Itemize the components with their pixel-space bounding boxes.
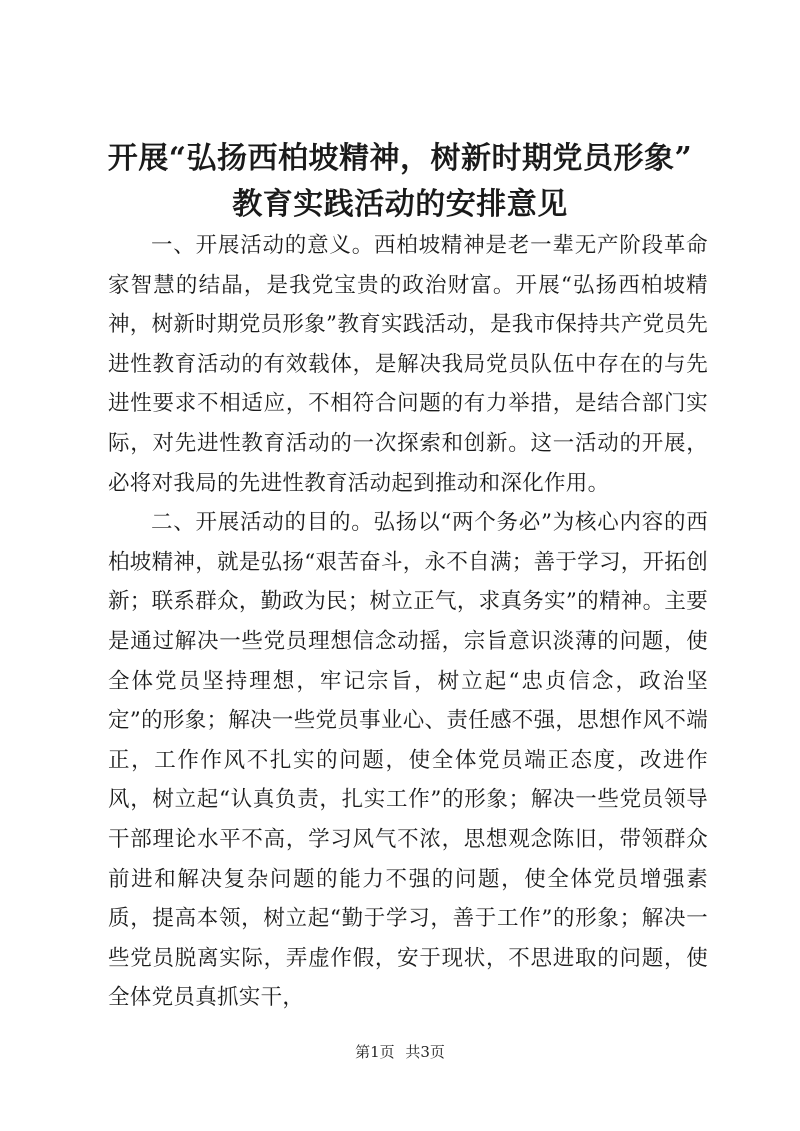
paragraph-significance: 一、开展活动的意义。西柏坡精神是老一辈无产阶段革命家智慧的结晶，是我党宝贵的政治财富。开展“弘扬西柏坡精神，树新时期党员形象”教育实践活动，是我市保持共产党员先进性教育活动的有效载体，是解决我局党员队伍中存在的与先进性要求不相适应，不相符合问题的有力举措，是结合部门实际，对先进性教育活动的一次探索和创新。这一活动的开展，必将对我局的先进性教育活动起到推动和深化作用。 <box>108 233 708 496</box>
page-number-current: 第1页 <box>355 1043 395 1061</box>
document-title <box>90 136 710 228</box>
page-footer <box>0 1042 800 1062</box>
title-line-2: 教育实践活动的安排意见 <box>232 187 568 222</box>
paragraph-purpose: 二、开展活动的目的。弘扬以“两个务必”为核心内容的西柏坡精神，就是弘扬“艰苦奋斗，永不自满；善于学习，开拓创新；联系群众，勤政为民；树立正气，求真务实”的精神。主要是通过解决一些党员理想信念动摇，宗旨意识淡薄的问题，使全体党员坚持理想，牢记宗旨，树立起“忠贞信念，政治坚定”的形象；解决一些党员事业心、责任感不强，思想作风不端正，工作作风不扎实的问题，使全体党员端正态度，改进作风，树立起“认真负责，扎实工作”的形象；解决一些党员领导干部理论水平不高，学习风气不浓，思想观念陈旧，带领群众前进和解决复杂问题的能力不强的问题，使全体党员增强素质，提高本领，树立起“勤于学习，善于工作”的形象；解决一些党员脱离实际，弄虚作假，安于现状，不思进取的问题，使全体党员真抓实干， <box>108 510 708 1011</box>
title-line-1: 开展“弘扬西柏坡精神，树新时期党员形象” <box>107 141 693 176</box>
document-body <box>108 226 708 1018</box>
page-number-total: 共3页 <box>405 1043 445 1061</box>
